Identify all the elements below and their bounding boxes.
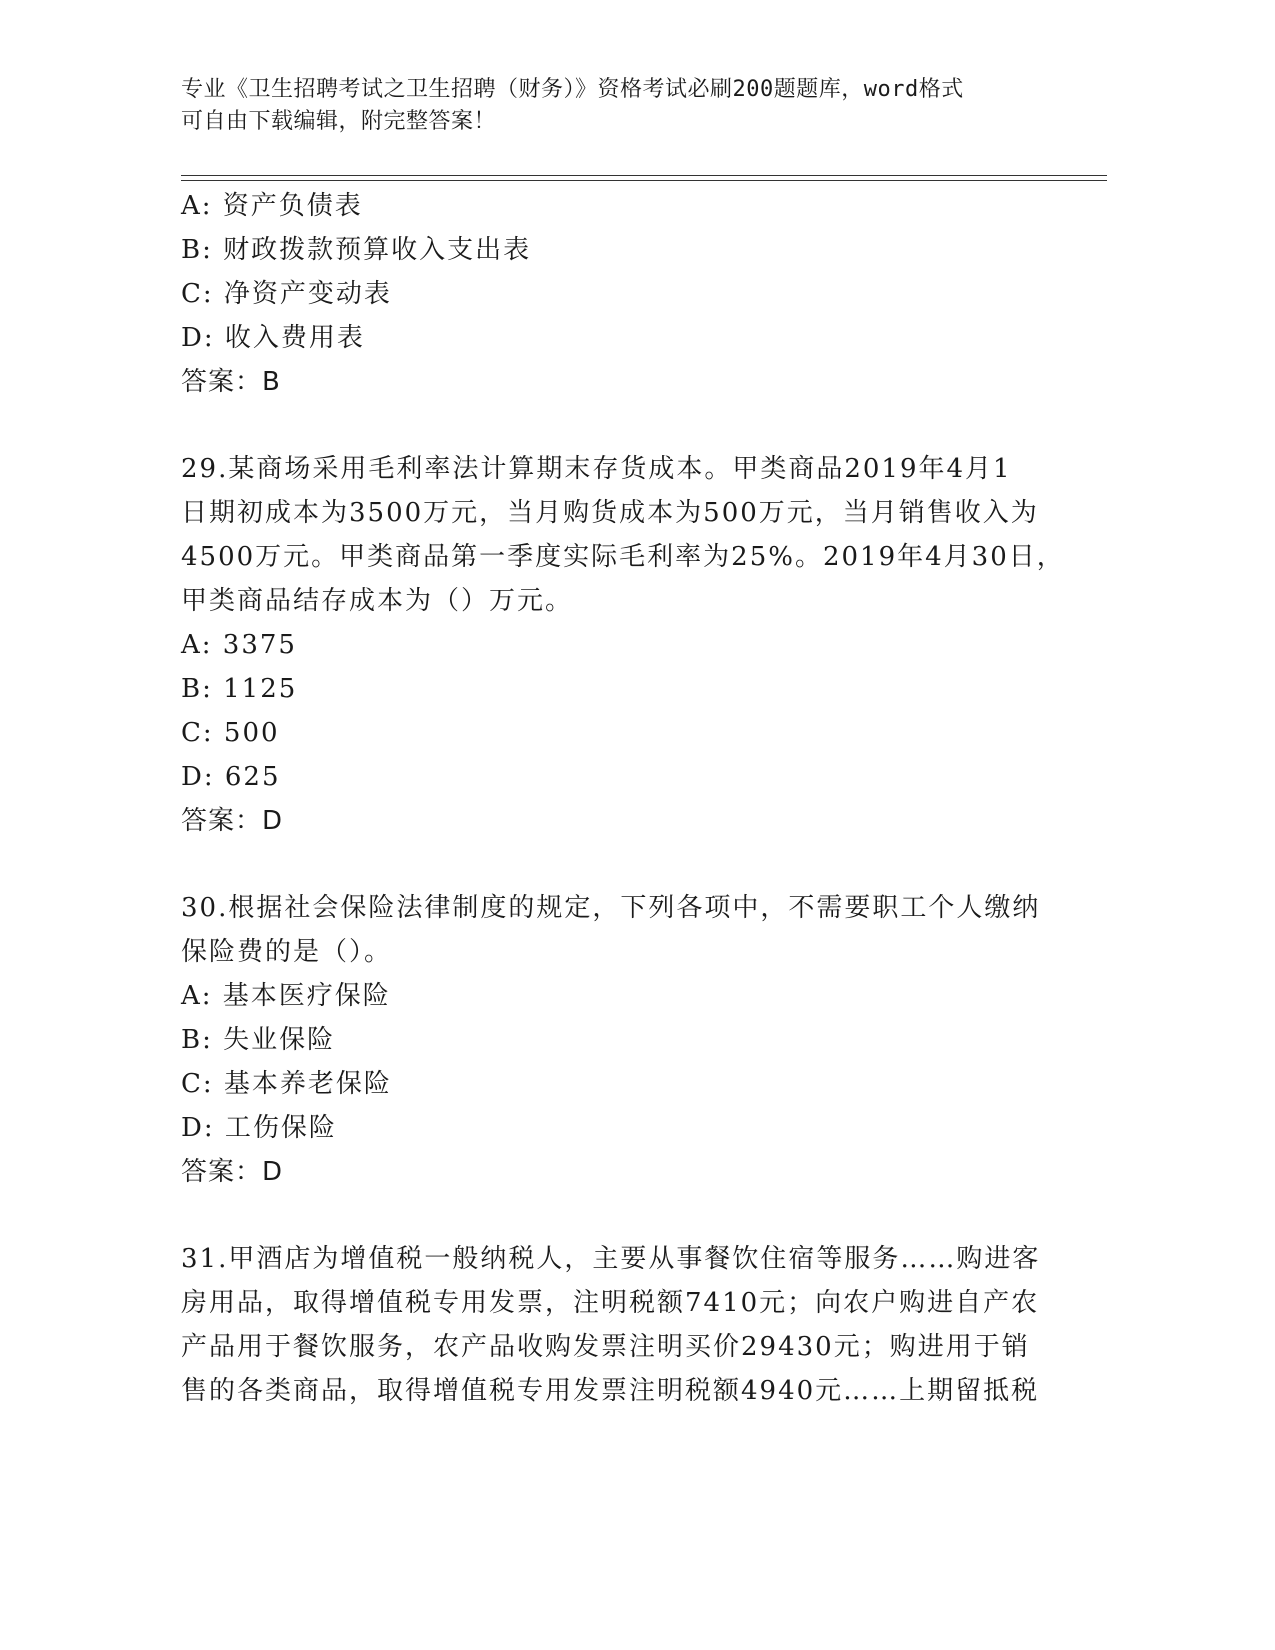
question-stem-line: 29.某商场采用毛利率法计算期末存货成本。甲类商品2019年4月1 bbox=[181, 454, 1012, 484]
option-d: D: 625 bbox=[181, 762, 281, 792]
option-a: A: 基本医疗保险 bbox=[181, 981, 391, 1011]
option-a: A: 资产负债表 bbox=[181, 191, 363, 221]
question-stem-line: 甲类商品结存成本为（）万元。 bbox=[181, 586, 574, 616]
option-c: C: 基本养老保险 bbox=[181, 1069, 392, 1099]
question-content bbox=[181, 184, 1065, 1413]
answer: 答案：B bbox=[181, 367, 281, 397]
question-stem-line: 31.甲酒店为增值税一般纳税人，主要从事餐饮住宿等服务……购进客 bbox=[181, 1244, 1041, 1274]
option-a: A: 3375 bbox=[181, 630, 297, 660]
answer: 答案：D bbox=[181, 1157, 284, 1187]
question-spacer bbox=[181, 843, 1051, 886]
question-stem-line: 房用品，取得增值税专用发票，注明税额7410元；向农户购进自产农 bbox=[181, 1288, 1040, 1318]
page-header bbox=[181, 74, 1061, 138]
question-stem-line: 4500万元。甲类商品第一季度实际毛利率为25%。2019年4月30日， bbox=[181, 542, 1065, 572]
option-b: B: 1125 bbox=[181, 674, 298, 704]
question-stem-line: 产品用于餐饮服务，农产品收购发票注明买价29430元；购进用于销 bbox=[181, 1332, 1030, 1362]
option-d: D: 收入费用表 bbox=[181, 323, 365, 353]
question-stem-line: 日期初成本为3500万元，当月购货成本为500万元，当月销售收入为 bbox=[181, 498, 1039, 528]
header-divider-bottom bbox=[181, 180, 1107, 181]
option-b: B: 财政拨款预算收入支出表 bbox=[181, 235, 532, 265]
option-b: B: 失业保险 bbox=[181, 1025, 336, 1055]
question-spacer bbox=[181, 1194, 1051, 1237]
question-28 bbox=[181, 184, 1051, 404]
question-stem-line: 30.根据社会保险法律制度的规定，下列各项中，不需要职工个人缴纳 bbox=[181, 893, 1041, 923]
question-31 bbox=[181, 1237, 1051, 1413]
question-29 bbox=[181, 447, 1065, 843]
option-d: D: 工伤保险 bbox=[181, 1113, 337, 1143]
header-divider-top bbox=[181, 175, 1107, 176]
header-title-line-2: 可自由下载编辑，附完整答案！ bbox=[181, 109, 497, 134]
answer: 答案：D bbox=[181, 806, 284, 836]
question-30 bbox=[181, 886, 1051, 1194]
question-stem-line: 保险费的是（）。 bbox=[181, 937, 393, 967]
question-spacer bbox=[181, 404, 1051, 447]
question-stem-line: 售的各类商品，取得增值税专用发票注明税额4940元……上期留抵税 bbox=[181, 1376, 1040, 1406]
option-c: C: 500 bbox=[181, 718, 280, 748]
option-c: C: 净资产变动表 bbox=[181, 279, 392, 309]
header-title-line-1: 专业《卫生招聘考试之卫生招聘（财务）》资格考试必刷200题题库，word格式 bbox=[181, 77, 964, 102]
